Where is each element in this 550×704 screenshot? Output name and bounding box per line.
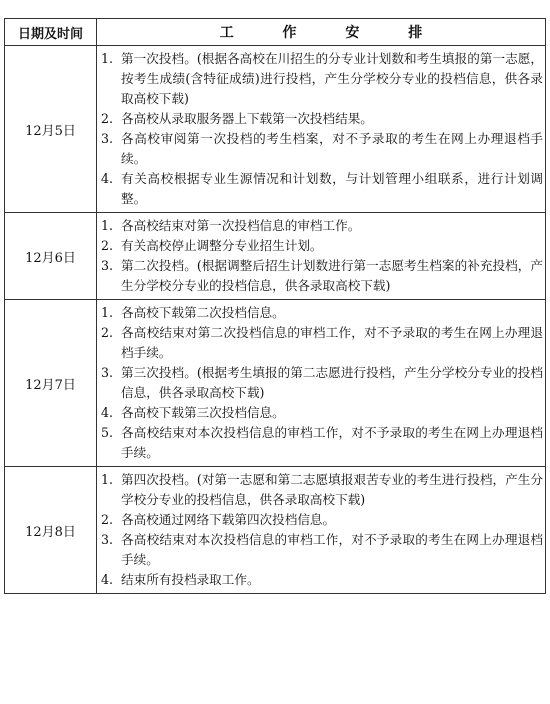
item-number: 1. [101, 305, 114, 320]
list-item [101, 423, 543, 463]
item-text: 第三次投档。(根据考生填报的第二志愿进行投档，产生分学校分专业的投档信息，供各录取高校下载) [121, 365, 543, 400]
list-item [101, 169, 543, 209]
date-cell: 12月8日 [5, 467, 97, 594]
item-text: 各高校结束对第一次投档信息的审档工作。 [121, 218, 361, 233]
work-cell [97, 467, 546, 594]
list-item [101, 363, 543, 403]
schedule-table [4, 18, 546, 594]
list-item [101, 470, 543, 510]
list-item [101, 256, 543, 296]
item-text: 各高校结束对第二次投档信息的审档工作，对不予录取的考生在网上办理退档手续。 [121, 325, 543, 360]
item-text: 有关高校根据专业生源情况和计划数，与计划管理小组联系，进行计划调整。 [121, 171, 543, 206]
item-number: 4. [101, 572, 114, 587]
table-row [5, 46, 546, 213]
item-number: 3. [101, 131, 114, 146]
item-text: 各高校结束对本次投档信息的审档工作，对不予录取的考生在网上办理退档手续。 [121, 425, 543, 460]
work-cell [97, 213, 546, 300]
table-row [5, 300, 546, 467]
item-number: 3. [101, 532, 114, 547]
item-number: 3. [101, 258, 114, 273]
item-number: 2. [101, 238, 114, 253]
schedule-sheet [4, 18, 545, 594]
work-cell [97, 46, 546, 213]
item-text: 各高校审阅第一次投档的考生档案，对不予录取的考生在网上办理退档手续。 [121, 131, 543, 166]
list-item [101, 236, 543, 256]
work-cell [97, 300, 546, 467]
item-text: 第二次投档。(根据调整后招生计划数进行第一志愿考生档案的补充投档，产生分学校分专业的投档信息，供各录取高校下载) [121, 258, 543, 293]
item-number: 2. [101, 325, 114, 340]
list-item [101, 323, 543, 363]
table-row [5, 213, 546, 300]
table-row [5, 467, 546, 594]
table-header-row [5, 19, 546, 46]
item-text: 各高校下载第三次投档信息。 [121, 405, 285, 420]
list-item [101, 129, 543, 169]
item-text: 各高校通过网络下载第四次投档信息。 [121, 512, 336, 527]
date-cell: 12月7日 [5, 300, 97, 467]
item-number: 4. [101, 405, 114, 420]
item-text: 第一次投档。(根据各高校在川招生的分专业计划数和考生填报的第一志愿，按考生成绩(含特征成绩)进行投档，产生分学校分专业的投档信息，供各录取高校下载) [121, 51, 543, 106]
list-item [101, 303, 543, 323]
date-cell: 12月6日 [5, 213, 97, 300]
item-text: 各高校结束对本次投档信息的审档工作，对不予录取的考生在网上办理退档手续。 [121, 532, 543, 567]
list-item [101, 49, 543, 109]
list-item [101, 403, 543, 423]
work-column-header: 工 作 安 排 [97, 19, 546, 46]
item-text: 结束所有投档录取工作。 [121, 572, 260, 587]
item-number: 5. [101, 425, 114, 440]
item-text: 各高校下载第二次投档信息。 [121, 305, 285, 320]
item-text: 各高校从录取服务器上下载第一次投档结果。 [121, 111, 373, 126]
list-item [101, 109, 543, 129]
item-number: 2. [101, 111, 114, 126]
item-text: 有关高校停止调整分专业招生计划。 [121, 238, 323, 253]
item-number: 4. [101, 171, 114, 186]
list-item [101, 530, 543, 570]
list-item [101, 216, 543, 236]
list-item [101, 510, 543, 530]
item-number: 2. [101, 512, 114, 527]
item-number: 1. [101, 218, 114, 233]
item-text: 第四次投档。(对第一志愿和第二志愿填报艰苦专业的考生进行投档，产生分学校分专业的投档信息，供各录取高校下载) [121, 472, 543, 507]
date-cell: 12月5日 [5, 46, 97, 213]
date-column-header: 日期及时间 [5, 19, 97, 46]
item-number: 3. [101, 365, 114, 380]
list-item [101, 570, 543, 590]
item-number: 1. [101, 51, 114, 66]
item-number: 1. [101, 472, 114, 487]
